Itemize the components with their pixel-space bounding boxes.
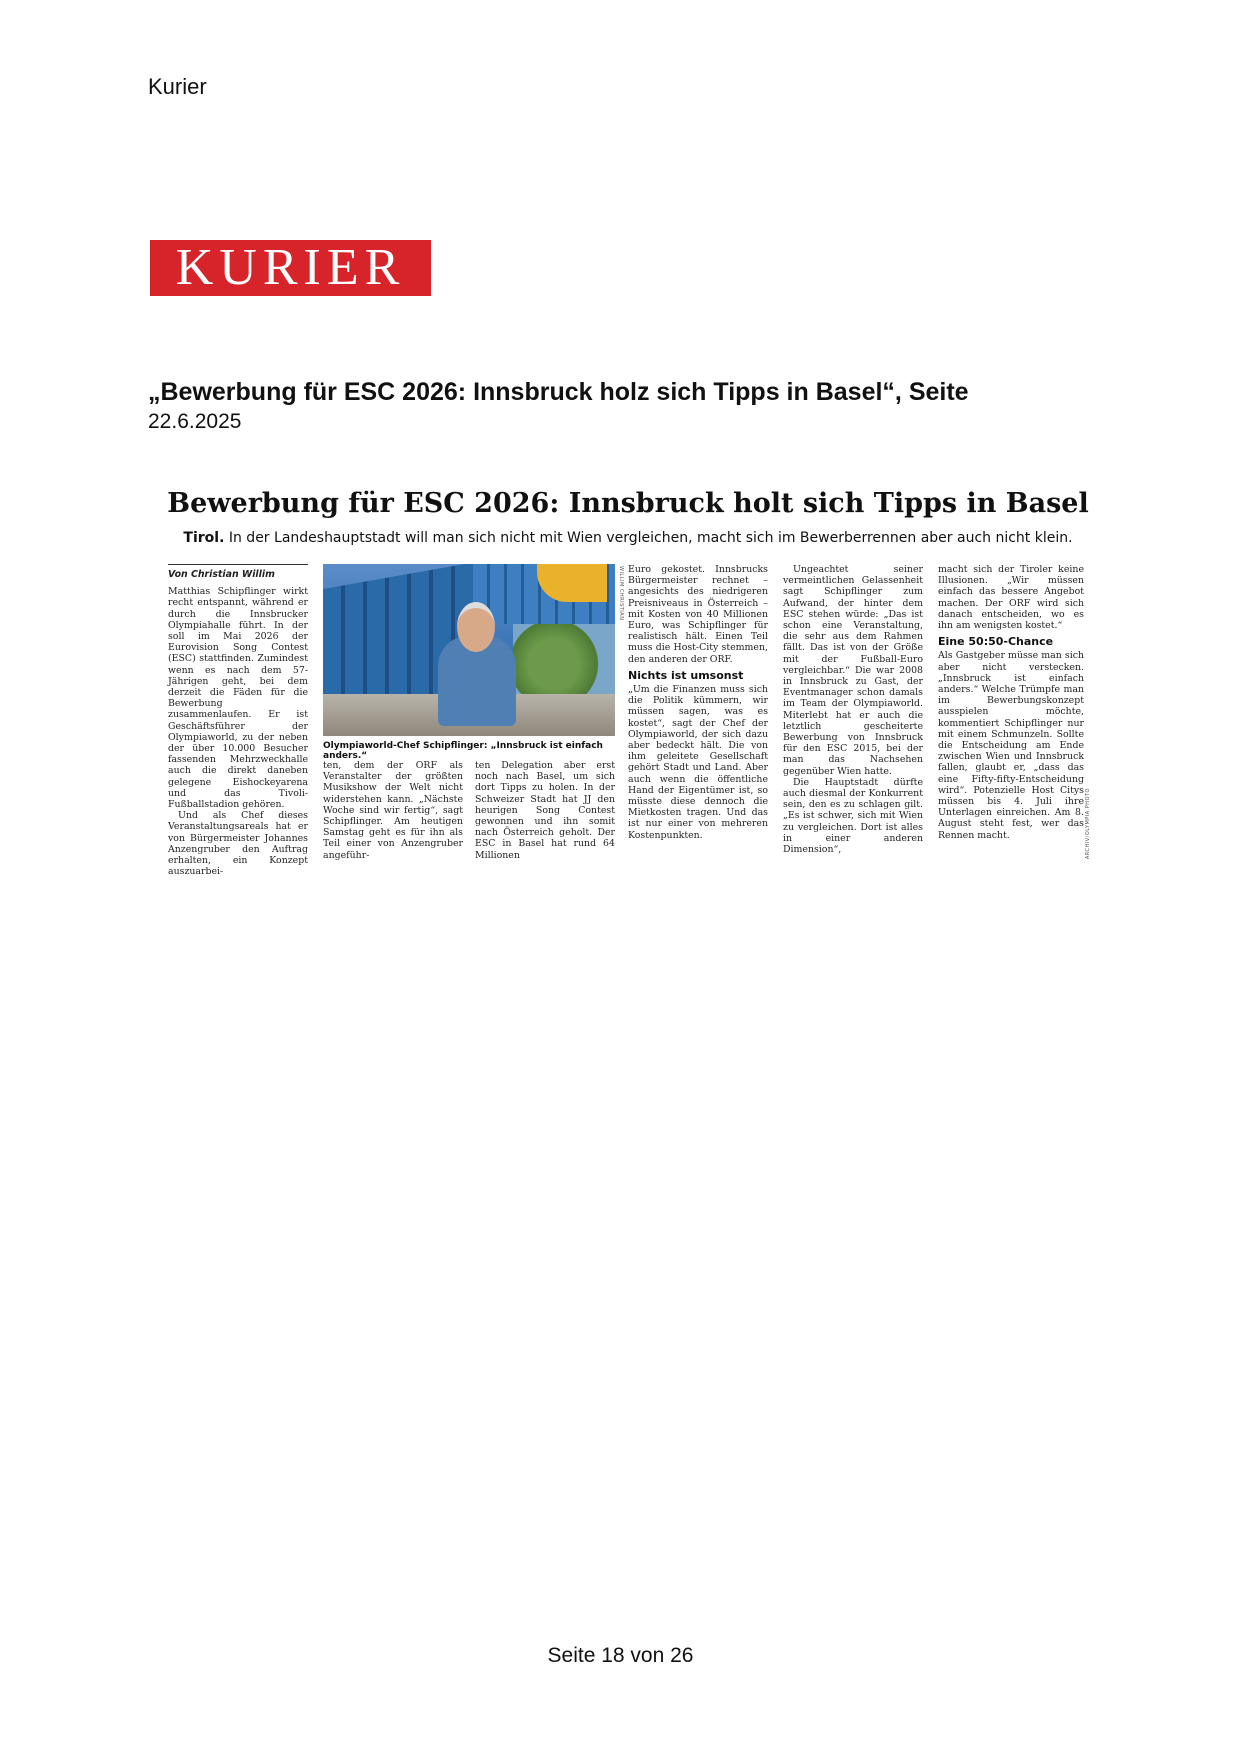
- article-column-3: [475, 760, 615, 861]
- subheading: Eine 50:50-Chance: [938, 635, 1054, 649]
- photo-trees: [513, 624, 615, 704]
- photo-credit: WILLIM CHRISTIAN: [618, 566, 624, 621]
- photo-caption: Olympiaworld-Chef Schipflinger: „Innsbruck ist einfach anders.“: [323, 741, 603, 761]
- byline: Von Christian Willim: [168, 564, 308, 580]
- paragraph: Matthias Schipflinger wirkt recht entspannt, während er durch die Innsbrucker Olympiahalle führt. In der soll im Mai 2026 der Eurovision Song Contest (ESC) stattfinden. Zumindest wenn es nach dem 57-Jährigen geht, bei dem derzeit die Fäden für die Bewerbung zusammenlaufen. Er ist Geschäftsführer der Olympiaworld, zu der neben der über 10.000 Besucher fassenden Mehrzweckhalle auch die direkt daneben gelegene Eishockeyarena und das Tivoli-Fußballstadion gehören.: [168, 586, 308, 811]
- article-photo: [323, 564, 615, 736]
- document-title: „Bewerbung für ESC 2026: Innsbruck holz sich Tipps in Basel“, Seite: [148, 378, 969, 406]
- article-column-6: [938, 564, 1084, 841]
- paragraph: „Um die Finanzen muss sich die Politik kümmern, wir müssen sagen, was es kostet“, sagt der Chef der Olympiaworld, der sich dazu aber bedeckt hält. Die von ihm geleitete Gesellschaft gehört Stadt und Land. Aber auch wenn die öffentliche Hand der Eigentümer ist, so müsste diese dennoch die Mietkosten tragen. Und das ist nur einer von mehreren Kostenpunkten.: [628, 684, 768, 841]
- lead-text: In der Landeshauptstadt will man sich nicht mit Wien vergleichen, macht sich im Bewerberrennen aber auch nicht klein.: [228, 530, 1073, 546]
- paragraph: Die Hauptstadt dürfte auch diesmal der Konkurrent sein, den es zu schlagen gilt. „Es ist schwer, sich mit Wien zu vergleichen. Dort ist alles in einer anderen Dimension“,: [783, 776, 923, 856]
- paragraph: Als Gastgeber müsse man sich aber nicht verstecken. „Innsbruck ist einfach anders.“ Welche Trümpfe man im Bewerbungskonzept ausspielen möchte, kommentiert Schipflinger nur mit einem Schmunzeln. Sollte die Entscheidung am Ende zwischen Wien und Innsbruck fallen, glaubt er, „dass das eine Fifty-fifty-Entscheidung wird“. Potenzielle Host Citys müssen bis 4. Juli ihre Unterlagen einreichen. Am 8. August steht fest, wer das Rennen macht.: [938, 650, 1084, 841]
- article-column-5: [783, 564, 923, 855]
- page-number: Seite 18 von 26: [547, 1644, 694, 1667]
- paragraph: ten Delegation aber erst noch nach Basel, um sich dort Tipps zu holen. In der Schweizer Stadt hat JJ den heurigen Song Contest gewonnen und ihn somit nach Österreich geholt. Der ESC in Basel hat rund 64 Millionen: [475, 760, 615, 861]
- subheading: Nichts ist umsonst: [628, 668, 744, 682]
- article-column-1: [168, 564, 308, 877]
- newspaper-clipping: [163, 488, 1093, 878]
- paragraph: ten, dem der ORF als Veranstalter der größten Musikshow der Welt nicht widerstehen kann. „Nächste Woche sind wir fertig“, sagt Schipflinger. Am heutigen Samstag geht es für ihn als Teil einer von Anzengruber angeführ-: [323, 760, 463, 861]
- article-headline: Bewerbung für ESC 2026: Innsbruck holt sich Tipps in Basel: [167, 488, 1089, 519]
- article-column-2: [323, 760, 463, 861]
- paragraph: Und als Chef dieses Veranstaltungsareals hat er von Bürgermeister Johannes Anzengruber den Auftrag erhalten, ein Konzept auszuarbei-: [168, 810, 308, 878]
- paragraph: Euro gekostet. Innsbrucks Bürgermeister rechnet – angesichts des niedrigeren Preisniveaus in Österreich – mit Kosten von 40 Millionen Euro, was Schipflinger für realistisch hält. Einen Teil muss die Host-City stemmen, den anderen der ORF.: [628, 564, 768, 665]
- side-credit: ARCHIV/OLYMPIA PHOTO: [1085, 788, 1091, 860]
- photo-person-head: [457, 602, 495, 652]
- paragraph: macht sich der Tiroler keine Illusionen. „Wir müssen einfach das bessere Angebot machen. Der ORF wird sich danach entscheiden, wo es ihn am wenigsten kostet.“: [938, 564, 1084, 632]
- article-column-4: [628, 564, 768, 841]
- document-date: 22.6.2025: [148, 410, 242, 433]
- kurier-logo: KURIER: [150, 240, 431, 296]
- article-lead: [163, 530, 1093, 546]
- lead-prefix: Tirol.: [183, 530, 225, 546]
- publication-name: Kurier: [148, 74, 207, 99]
- paragraph: Ungeachtet seiner vermeintlichen Gelassenheit sagt Schipflinger zum Aufwand, der hinter dem ESC stehen würde: „Das ist schon eine Veranstaltung, die sehr aus dem Rahmen fällt. Das ist von der Größe mit der Fußball-Euro vergleichbar.“ Die war 2008 in Innsbruck zu Gast, der Eventmanager schon damals im Team der Olympiaworld. Miterlebt hat er auch die letztlich gescheiterte Bewerbung von Innsbruck für den ESC 2015, bei der man das Nachsehen gegenüber Wien hatte.: [783, 564, 923, 777]
